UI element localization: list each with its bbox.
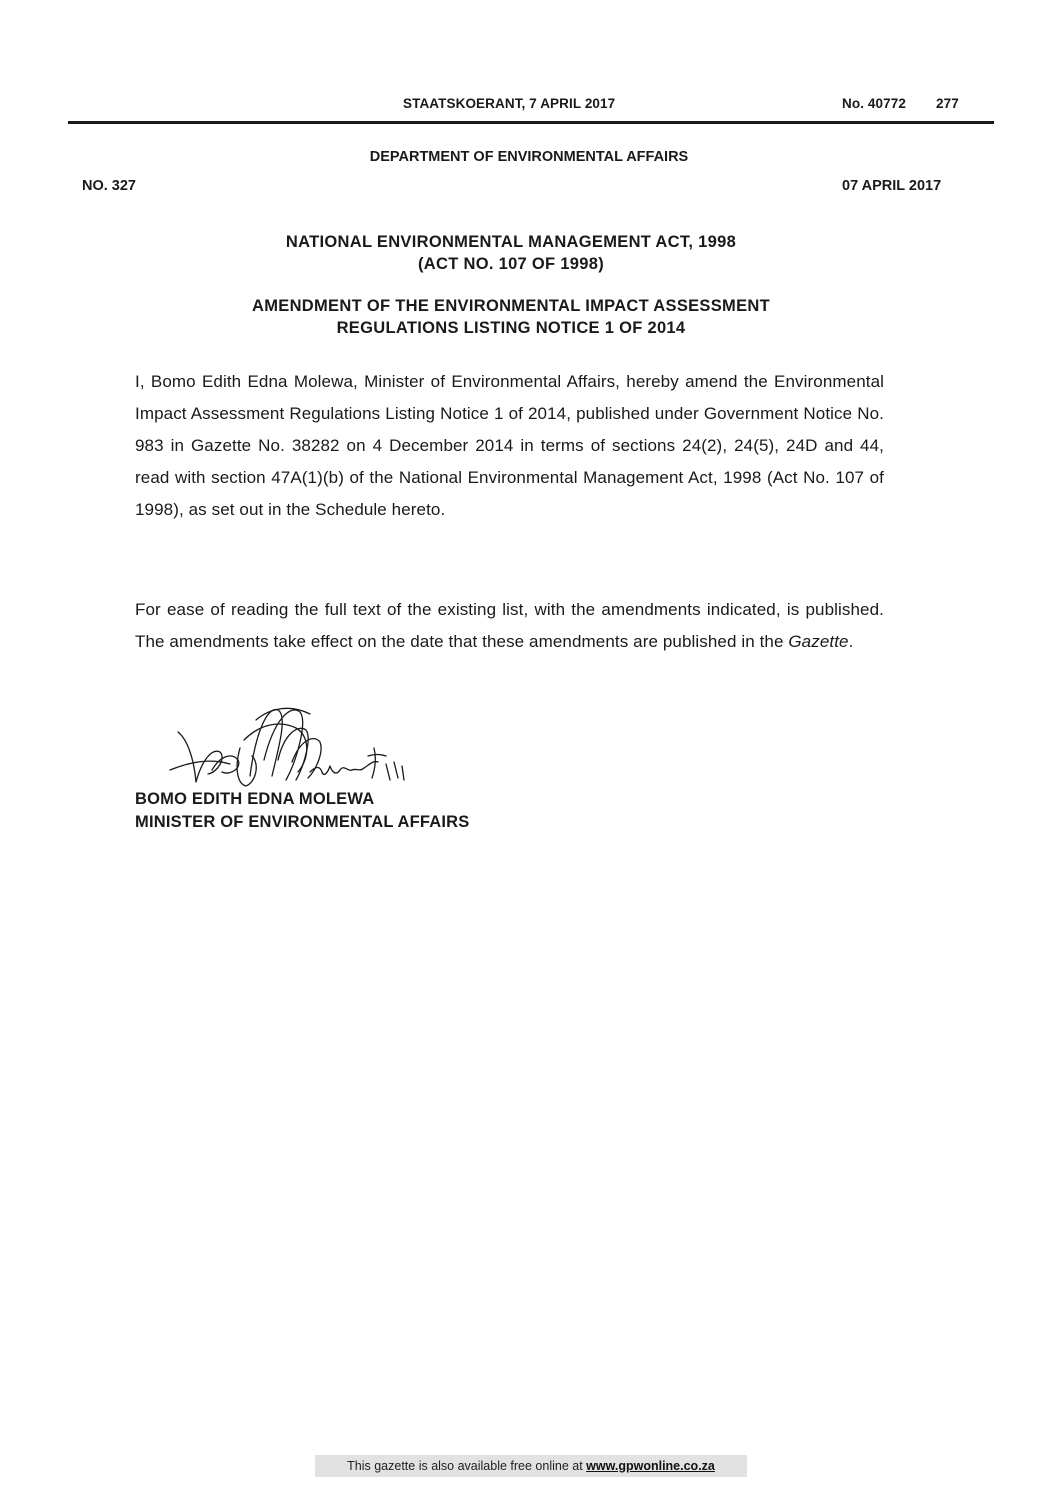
header-rule — [68, 121, 994, 124]
act-title — [0, 231, 1022, 275]
minister-signature — [160, 700, 440, 795]
signatory-title: MINISTER OF ENVIRONMENTAL AFFAIRS — [135, 813, 470, 831]
footer-banner — [315, 1455, 747, 1477]
paragraph-effect — [135, 594, 884, 658]
page-number: 277 — [936, 96, 959, 111]
subject-title-line2: REGULATIONS LISTING NOTICE 1 OF 2014 — [336, 319, 686, 337]
footer-text: This gazette is also available free online at — [347, 1459, 587, 1473]
gazette-italic: Gazette — [788, 632, 849, 651]
subject-title — [0, 295, 1022, 339]
gazette-date: STAATSKOERANT, 7 APRIL 2017 — [403, 96, 616, 111]
notice-number: NO. 327 — [82, 178, 136, 194]
department-heading: DEPARTMENT OF ENVIRONMENTAL AFFAIRS — [369, 149, 689, 165]
notice-date: 07 APRIL 2017 — [842, 178, 942, 194]
footer-website-link[interactable]: www.gpwonline.co.za — [586, 1459, 715, 1473]
paragraph-amendment: I, Bomo Edith Edna Molewa, Minister of Environmental Affairs, hereby amend the Environmental Impact Assessment Regulations Listing Notice 1 of 2014, published under Government Notice No. 983 in Gazette No. 38282 on 4 December 2014 in terms of sections 24(2), 24(5), 24D and 44, read with section 47A(1)(b) of the National Environmental Management Act, 1998 (Act No. 107 of 1998), as set out in the Schedule hereto. — [135, 372, 884, 519]
paragraph-effect-text: For ease of reading the full text of the existing list, with the amendments indicated, is published. The amendments take effect on the date that these amendments are published in the — [135, 600, 884, 651]
paragraph-effect-end: . — [848, 632, 854, 651]
gazette-number: No. 40772 — [842, 96, 906, 111]
signatory-name: BOMO EDITH EDNA MOLEWA — [135, 790, 375, 808]
act-title-line2: (ACT NO. 107 OF 1998) — [417, 255, 605, 273]
act-title-line1: NATIONAL ENVIRONMENTAL MANAGEMENT ACT, 1998 — [285, 233, 737, 251]
subject-title-line1: AMENDMENT OF THE ENVIRONMENTAL IMPACT ASSESSMENT — [252, 297, 770, 315]
